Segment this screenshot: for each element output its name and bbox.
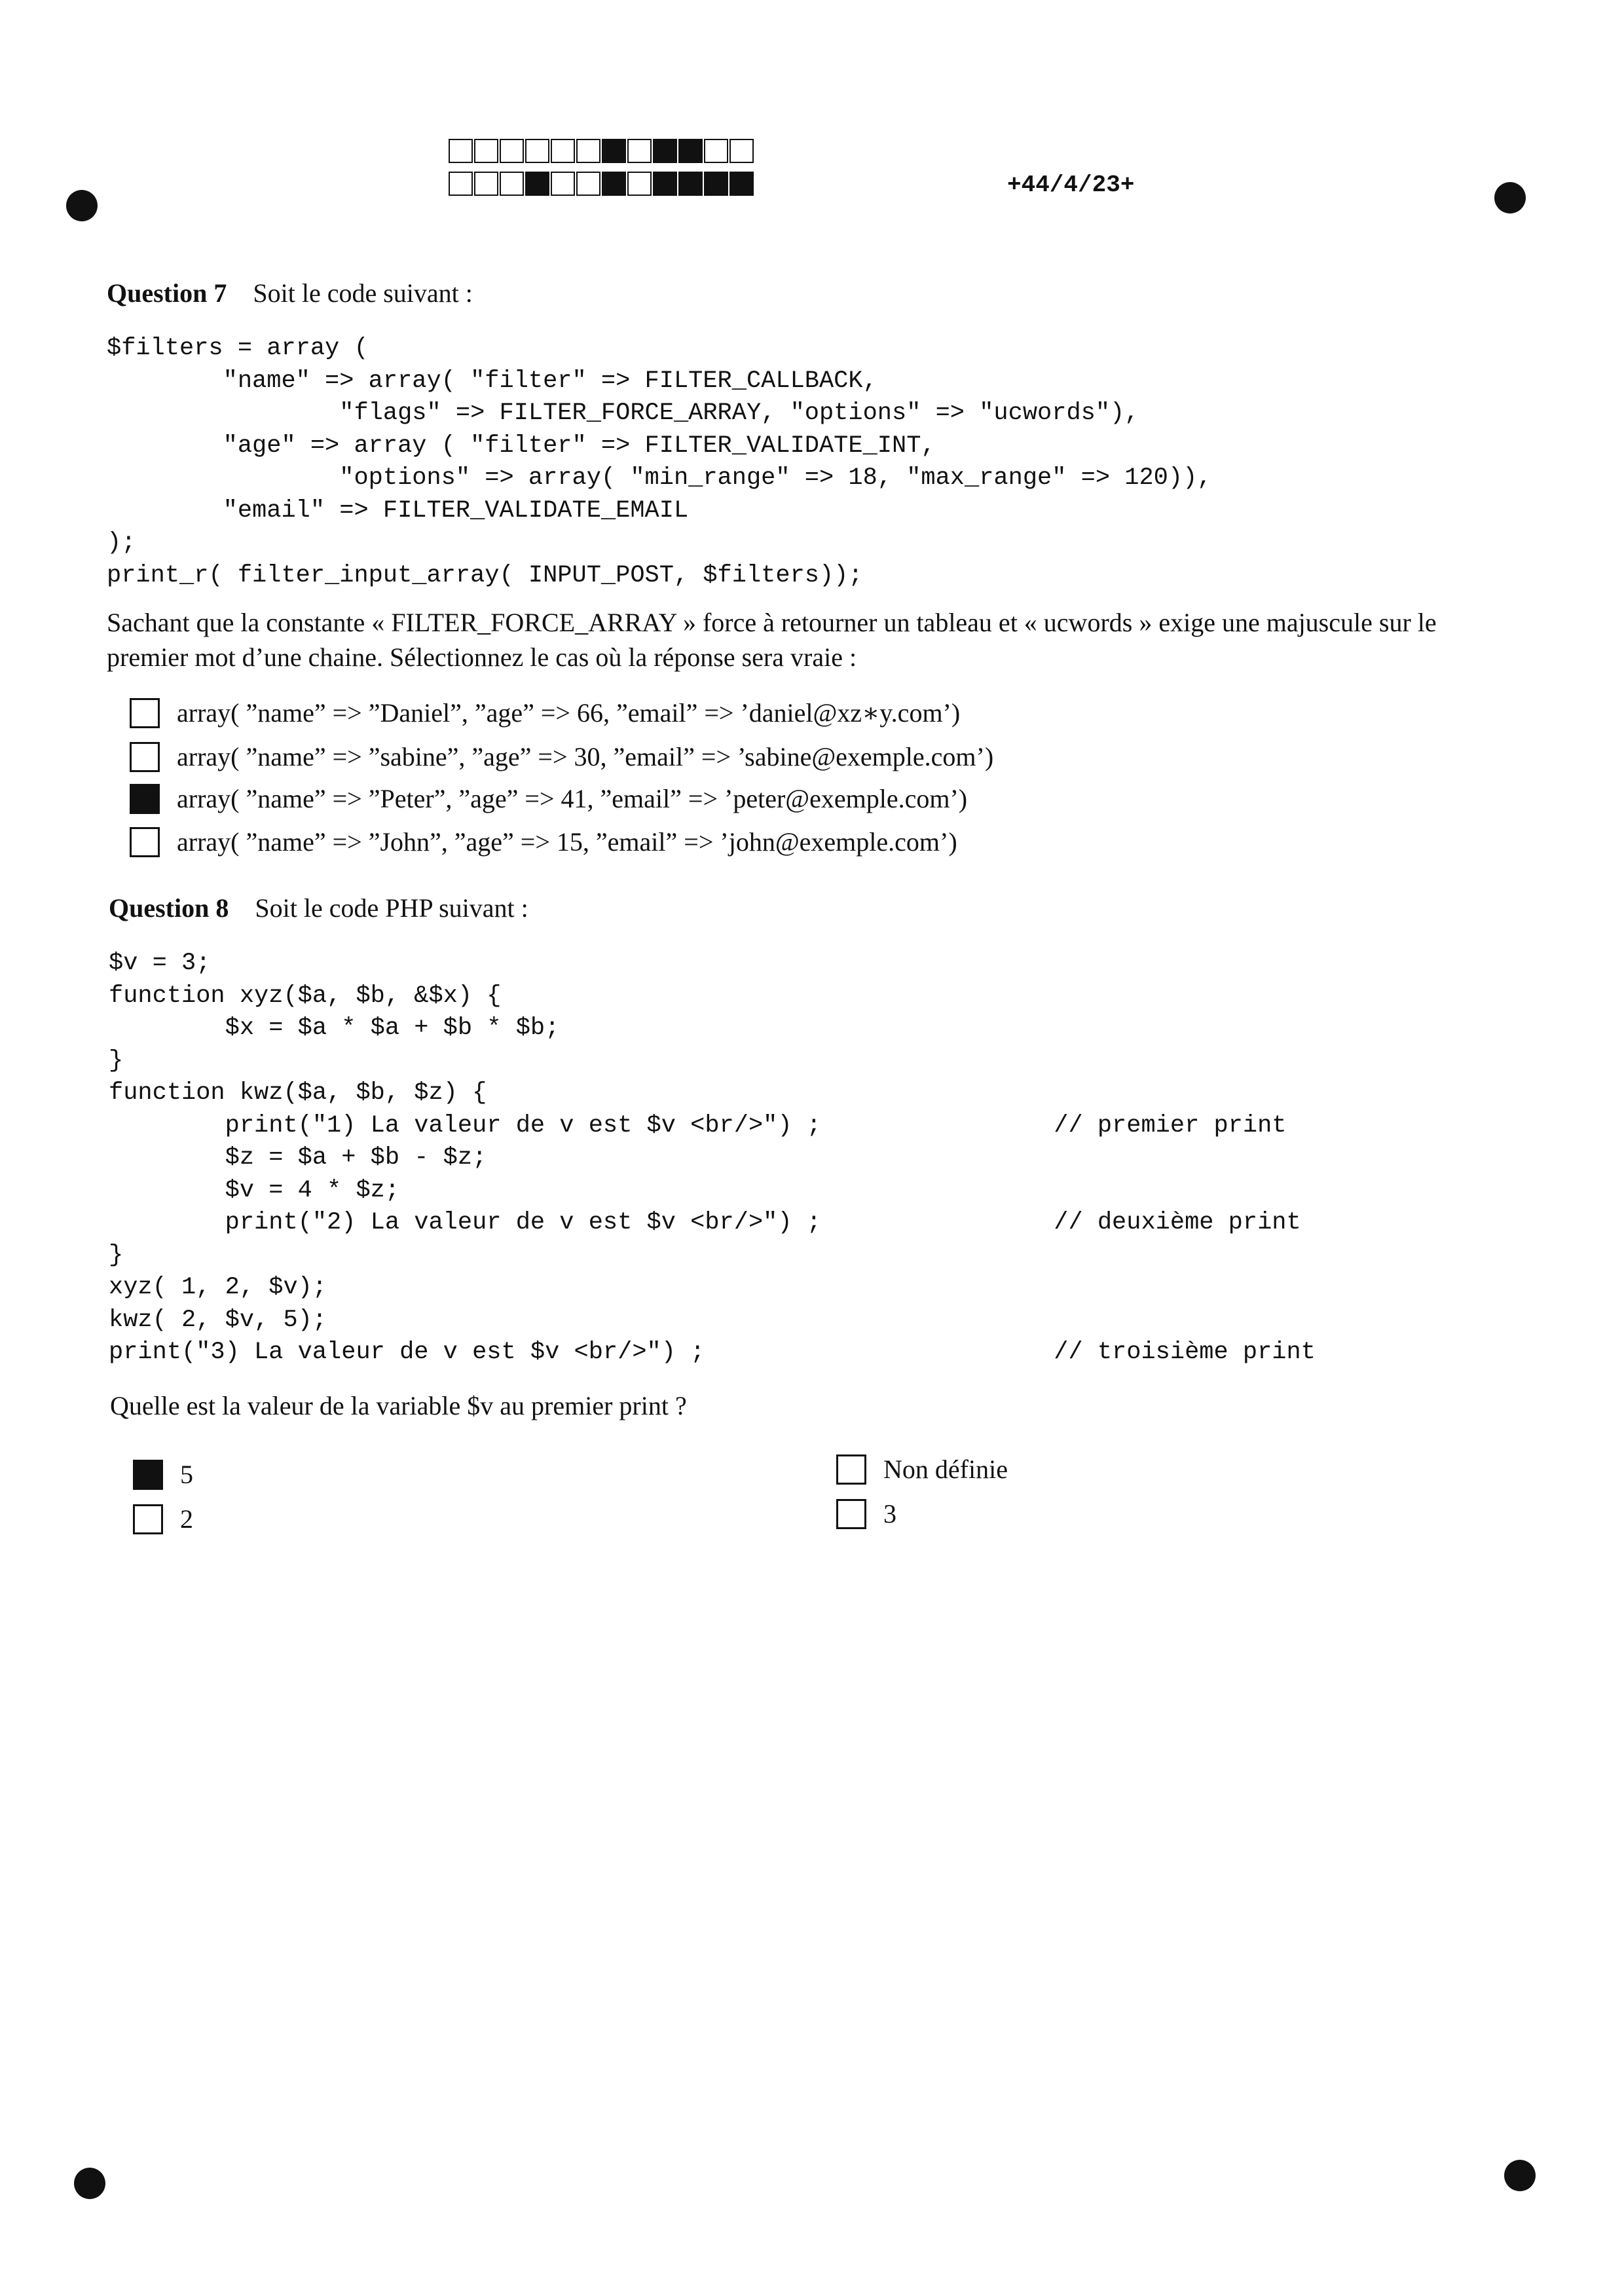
code-box-cell — [653, 139, 677, 163]
question-7-option-3[interactable] — [130, 783, 967, 814]
option-label: array( ”name” => ”Daniel”, ”age” => 66, ”email” => ’daniel@xz∗y.com’) — [177, 698, 961, 728]
checkbox[interactable] — [130, 742, 160, 772]
question-8-option-5[interactable] — [133, 1459, 193, 1490]
question-8-option-2[interactable] — [133, 1504, 193, 1534]
registration-mark-bottom-right — [1504, 2160, 1536, 2191]
exam-page-code: +44/4/23+ — [1007, 172, 1135, 198]
code-box-cell — [576, 172, 600, 196]
question-7-label: Question 7 — [107, 278, 227, 308]
question-7-prompt: Sachant que la constante « FILTER_FORCE_ARRAY » force à retourner un tableau et « ucwords » exige une majuscule sur le premier mot d’une chaine. Sélectionnez le cas où la réponse sera vraie : — [107, 608, 1437, 672]
question-7-option-2[interactable] — [130, 741, 993, 772]
code-box-cell — [602, 139, 626, 163]
question-8-prompt: Quelle est la valeur de la variable $v au premier print ? — [110, 1391, 687, 1420]
option-label: Non définie — [883, 1454, 1008, 1484]
option-label: 3 — [883, 1499, 896, 1528]
checkbox[interactable] — [133, 1460, 163, 1490]
question-8-heading — [109, 893, 528, 923]
checkbox[interactable] — [130, 827, 160, 857]
option-label: 2 — [180, 1504, 193, 1534]
option-label: array( ”name” => ”John”, ”age” => 15, ”email” => ’john@exemple.com’) — [177, 827, 957, 857]
question-8-option-3[interactable] — [836, 1498, 896, 1529]
option-label: array( ”name” => ”Peter”, ”age” => 41, ”email” => ’peter@exemple.com’) — [177, 784, 968, 813]
question-7-code: $filters = array ( "name" => array( "filter" => FILTER_CALLBACK, "flags" => FILTER_FORCE_ARRAY, "options" => "ucwords"), "age" => array ( "filter" => FILTER_VALIDATE_INT, "options" => array( "min_range" => 18, "max_range" => 120)), "email" => FILTER_VALIDATE_EMAIL ); print_r( filter_input_array( INPUT_POST, $filters)); — [107, 335, 1212, 589]
question-8-code: $v = 3; function xyz($a, $b, &$x) { $x = $a * $a + $b * $b; } function kwz($a, $b, $z) { print("1) La valeur de v est $v <br/>") ; // premier print $z = $a + $b - $z; $v = 4 * $z; print("2) La valeur de v est $v <br/>") ; // deuxième print } xyz( 1, 2, $v); kwz( 2, $v, 5); print("3) La valeur de v est $v <br/>") ; // troisième print — [109, 950, 1316, 1366]
checkbox[interactable] — [130, 698, 160, 728]
code-box-cell — [627, 172, 652, 196]
code-box-cell — [525, 139, 549, 163]
code-box-cell — [729, 172, 754, 196]
question-7-option-4[interactable] — [130, 826, 957, 857]
registration-mark-top-right — [1494, 182, 1526, 213]
question-8-option-non-definie[interactable] — [836, 1454, 1008, 1485]
code-box-cell — [576, 139, 600, 163]
question-7-intro: Soit le code suivant : — [253, 278, 473, 308]
checkbox[interactable] — [130, 784, 160, 814]
code-box-cell — [678, 172, 703, 196]
code-box-cell — [653, 172, 677, 196]
question-8-intro: Soit le code PHP suivant : — [255, 893, 528, 923]
option-label: 5 — [180, 1460, 193, 1489]
code-box-cell — [525, 172, 549, 196]
code-box-cell — [551, 139, 575, 163]
code-box-cell — [729, 139, 754, 163]
registration-mark-bottom-left — [74, 2168, 105, 2199]
code-box-cell — [551, 172, 575, 196]
checkbox[interactable] — [133, 1504, 163, 1534]
code-box-cell — [449, 172, 473, 196]
student-code-boxes-row-2 — [449, 172, 755, 196]
registration-mark-top-left — [66, 190, 98, 221]
checkbox[interactable] — [836, 1454, 866, 1485]
question-7-option-1[interactable] — [130, 697, 960, 728]
question-8-label: Question 8 — [109, 893, 229, 923]
code-box-cell — [704, 172, 728, 196]
student-code-boxes-row-1 — [449, 139, 755, 163]
code-box-cell — [449, 139, 473, 163]
code-box-cell — [678, 139, 703, 163]
code-box-cell — [627, 139, 652, 163]
question-7-heading — [107, 278, 473, 308]
code-box-cell — [704, 139, 728, 163]
code-box-cell — [500, 139, 524, 163]
option-label: array( ”name” => ”sabine”, ”age” => 30, ”email” => ’sabine@exemple.com’) — [177, 742, 994, 771]
checkbox[interactable] — [836, 1499, 866, 1529]
code-box-cell — [474, 139, 498, 163]
code-box-cell — [602, 172, 626, 196]
code-box-cell — [500, 172, 524, 196]
code-box-cell — [474, 172, 498, 196]
